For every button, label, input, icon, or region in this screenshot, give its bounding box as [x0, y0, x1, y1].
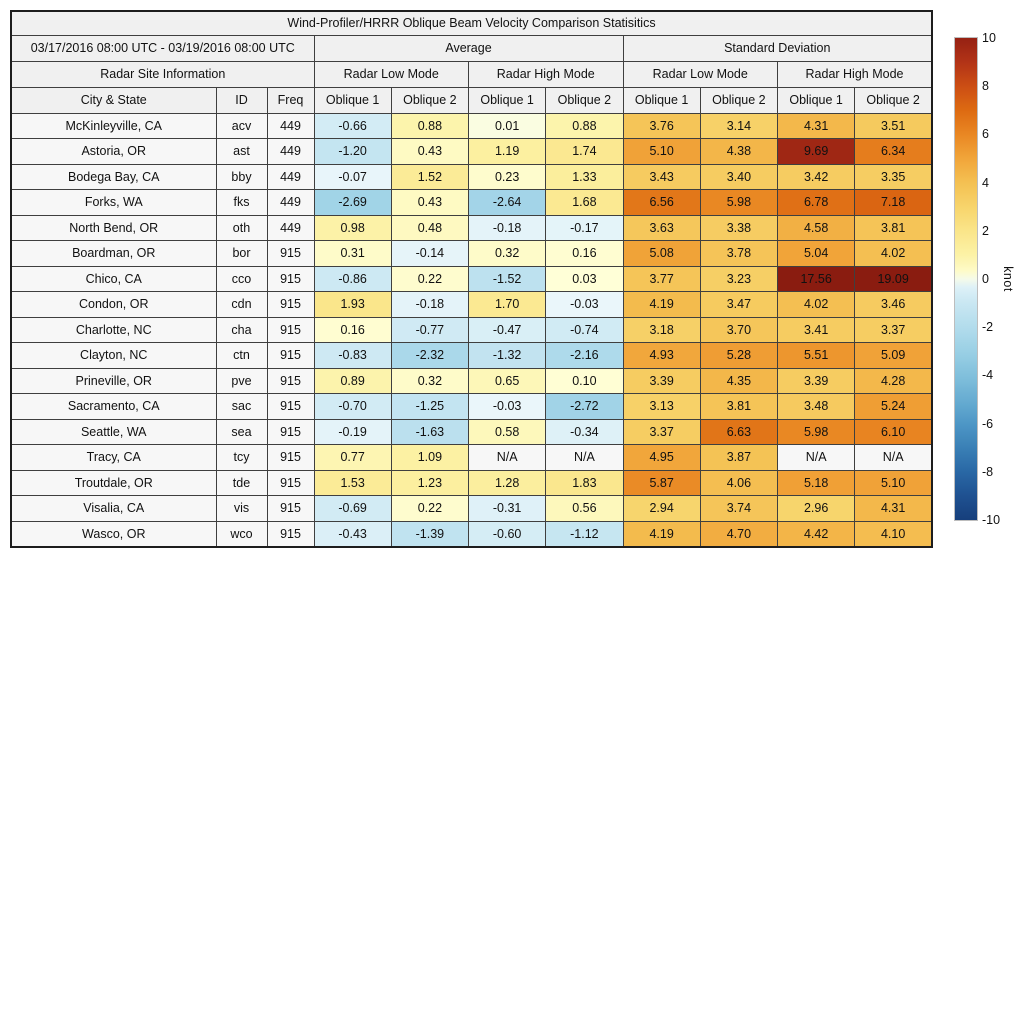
value-cell: 3.38 [700, 215, 777, 241]
value-cell: 19.09 [855, 266, 932, 292]
city-state-cell: Troutdale, OR [11, 470, 216, 496]
freq-cell: 915 [267, 394, 314, 420]
value-cell: 5.09 [855, 343, 932, 369]
value-cell: 3.81 [700, 394, 777, 420]
site-id-cell: sea [216, 419, 267, 445]
value-cell: 4.28 [855, 368, 932, 394]
value-cell: 3.48 [778, 394, 855, 420]
value-cell: -0.34 [546, 419, 623, 445]
site-id-cell: tde [216, 470, 267, 496]
value-cell: 3.43 [623, 164, 700, 190]
date-range-header: 03/17/2016 08:00 UTC - 03/19/2016 08:00 UTC [11, 35, 314, 61]
table-row [11, 266, 932, 292]
value-cell: 3.37 [623, 419, 700, 445]
value-cell: 5.98 [778, 419, 855, 445]
freq-cell: 915 [267, 343, 314, 369]
value-cell: 0.03 [546, 266, 623, 292]
value-cell: -0.86 [314, 266, 391, 292]
colorbar-tick: 8 [982, 78, 989, 93]
value-cell: 4.19 [623, 521, 700, 547]
value-cell: 5.28 [700, 343, 777, 369]
col-header-freq: Freq [267, 87, 314, 113]
value-cell: 3.42 [778, 164, 855, 190]
table-row [11, 317, 932, 343]
value-cell: 0.48 [391, 215, 468, 241]
value-cell: 3.35 [855, 164, 932, 190]
value-cell: 4.95 [623, 445, 700, 471]
value-cell: 0.32 [391, 368, 468, 394]
value-cell: 4.42 [778, 521, 855, 547]
value-cell: 0.16 [546, 241, 623, 267]
group-header-average: Average [314, 35, 623, 61]
value-cell: 0.88 [391, 113, 468, 139]
value-cell: 4.93 [623, 343, 700, 369]
col-header-oblique1: Oblique 1 [469, 87, 546, 113]
value-cell: -0.18 [391, 292, 468, 318]
value-cell: 0.16 [314, 317, 391, 343]
value-cell: -1.12 [546, 521, 623, 547]
value-cell: 1.93 [314, 292, 391, 318]
colorbar-tick: -6 [982, 416, 994, 431]
freq-cell: 449 [267, 113, 314, 139]
value-cell: -0.74 [546, 317, 623, 343]
colorbar [955, 38, 977, 520]
value-cell: 4.31 [855, 496, 932, 522]
site-id-cell: ctn [216, 343, 267, 369]
value-cell: -0.19 [314, 419, 391, 445]
value-cell: 3.76 [623, 113, 700, 139]
site-id-cell: cha [216, 317, 267, 343]
mode-header-avg-low: Radar Low Mode [314, 61, 469, 87]
value-cell: 1.09 [391, 445, 468, 471]
value-cell: -2.72 [546, 394, 623, 420]
value-cell: -0.47 [469, 317, 546, 343]
value-cell: 1.33 [546, 164, 623, 190]
value-cell: -1.25 [391, 394, 468, 420]
value-cell: 3.23 [700, 266, 777, 292]
freq-cell: 915 [267, 496, 314, 522]
value-cell: 6.63 [700, 419, 777, 445]
value-cell: 4.06 [700, 470, 777, 496]
table-row [11, 215, 932, 241]
value-cell: 2.94 [623, 496, 700, 522]
city-state-cell: Sacramento, CA [11, 394, 216, 420]
value-cell: 5.24 [855, 394, 932, 420]
freq-cell: 449 [267, 139, 314, 165]
value-cell: 0.43 [391, 190, 468, 216]
value-cell: 5.10 [623, 139, 700, 165]
freq-cell: 915 [267, 292, 314, 318]
table-row [11, 394, 932, 420]
value-cell: -0.77 [391, 317, 468, 343]
value-cell: 9.69 [778, 139, 855, 165]
value-cell: -0.43 [314, 521, 391, 547]
site-id-cell: tcy [216, 445, 267, 471]
colorbar-tick: -4 [982, 368, 994, 383]
value-cell: 0.10 [546, 368, 623, 394]
col-header-oblique1: Oblique 1 [314, 87, 391, 113]
city-state-cell: Seattle, WA [11, 419, 216, 445]
colorbar-tick: 6 [982, 127, 989, 142]
value-cell: 1.23 [391, 470, 468, 496]
table-row [11, 139, 932, 165]
value-cell: 0.89 [314, 368, 391, 394]
mode-header-avg-high: Radar High Mode [469, 61, 624, 87]
site-id-cell: pve [216, 368, 267, 394]
value-cell: 1.19 [469, 139, 546, 165]
city-state-cell: Prineville, OR [11, 368, 216, 394]
value-cell: 3.39 [778, 368, 855, 394]
col-header-oblique1: Oblique 1 [623, 87, 700, 113]
value-cell: 2.96 [778, 496, 855, 522]
table-row [11, 419, 932, 445]
site-id-cell: fks [216, 190, 267, 216]
mode-header-sd-low: Radar Low Mode [623, 61, 778, 87]
value-cell: 0.32 [469, 241, 546, 267]
value-cell: -2.69 [314, 190, 391, 216]
table-row [11, 190, 932, 216]
value-cell: 5.18 [778, 470, 855, 496]
freq-cell: 915 [267, 241, 314, 267]
city-state-cell: North Bend, OR [11, 215, 216, 241]
value-cell: 4.58 [778, 215, 855, 241]
value-cell: -1.32 [469, 343, 546, 369]
city-state-cell: McKinleyville, CA [11, 113, 216, 139]
value-cell: 6.56 [623, 190, 700, 216]
value-cell: -1.63 [391, 419, 468, 445]
value-cell: -2.32 [391, 343, 468, 369]
value-cell: 1.68 [546, 190, 623, 216]
value-cell: 4.31 [778, 113, 855, 139]
value-cell: 6.78 [778, 190, 855, 216]
table-row [11, 445, 932, 471]
value-cell: 4.10 [855, 521, 932, 547]
value-cell: 0.43 [391, 139, 468, 165]
col-header-oblique2: Oblique 2 [391, 87, 468, 113]
value-cell: 4.70 [700, 521, 777, 547]
value-cell: 0.98 [314, 215, 391, 241]
value-cell: 1.53 [314, 470, 391, 496]
city-state-cell: Chico, CA [11, 266, 216, 292]
value-cell: 1.83 [546, 470, 623, 496]
value-cell: 3.70 [700, 317, 777, 343]
value-cell: 4.35 [700, 368, 777, 394]
freq-cell: 449 [267, 164, 314, 190]
value-cell: 5.98 [700, 190, 777, 216]
site-id-cell: sac [216, 394, 267, 420]
value-cell: N/A [546, 445, 623, 471]
value-cell: -0.18 [469, 215, 546, 241]
site-id-cell: vis [216, 496, 267, 522]
value-cell: 3.63 [623, 215, 700, 241]
city-state-cell: Tracy, CA [11, 445, 216, 471]
value-cell: -2.64 [469, 190, 546, 216]
city-state-cell: Visalia, CA [11, 496, 216, 522]
value-cell: 5.04 [778, 241, 855, 267]
value-cell: -0.03 [469, 394, 546, 420]
value-cell: -0.17 [546, 215, 623, 241]
value-cell: 3.39 [623, 368, 700, 394]
colorbar-tick: 0 [982, 271, 989, 286]
colorbar-axis-label: knot [1001, 266, 1015, 292]
value-cell: -1.39 [391, 521, 468, 547]
value-cell: 0.58 [469, 419, 546, 445]
table-row [11, 292, 932, 318]
value-cell: 3.18 [623, 317, 700, 343]
freq-cell: 915 [267, 317, 314, 343]
value-cell: -0.60 [469, 521, 546, 547]
freq-cell: 449 [267, 190, 314, 216]
city-state-cell: Forks, WA [11, 190, 216, 216]
site-id-cell: bby [216, 164, 267, 190]
value-cell: -1.20 [314, 139, 391, 165]
value-cell: N/A [469, 445, 546, 471]
col-header-oblique2: Oblique 2 [546, 87, 623, 113]
value-cell: -0.69 [314, 496, 391, 522]
value-cell: 3.46 [855, 292, 932, 318]
col-header-city-state: City & State [11, 87, 216, 113]
site-id-cell: cdn [216, 292, 267, 318]
table-row [11, 113, 932, 139]
value-cell: 1.52 [391, 164, 468, 190]
table-title: Wind-Profiler/HRRR Oblique Beam Velocity Comparison Statisitics [11, 11, 932, 35]
value-cell: 3.81 [855, 215, 932, 241]
site-id-cell: ast [216, 139, 267, 165]
freq-cell: 915 [267, 419, 314, 445]
value-cell: 0.77 [314, 445, 391, 471]
value-cell: 0.22 [391, 266, 468, 292]
site-id-cell: oth [216, 215, 267, 241]
table-row [11, 496, 932, 522]
value-cell: 7.18 [855, 190, 932, 216]
value-cell: 3.14 [700, 113, 777, 139]
value-cell: 17.56 [778, 266, 855, 292]
value-cell: -0.03 [546, 292, 623, 318]
city-state-cell: Boardman, OR [11, 241, 216, 267]
value-cell: 3.77 [623, 266, 700, 292]
value-cell: -0.70 [314, 394, 391, 420]
city-state-cell: Bodega Bay, CA [11, 164, 216, 190]
group-header-standard-deviation: Standard Deviation [623, 35, 932, 61]
value-cell: 5.10 [855, 470, 932, 496]
freq-cell: 915 [267, 445, 314, 471]
value-cell: N/A [778, 445, 855, 471]
value-cell: 3.37 [855, 317, 932, 343]
city-state-cell: Astoria, OR [11, 139, 216, 165]
table-row [11, 343, 932, 369]
value-cell: 4.02 [855, 241, 932, 267]
freq-cell: 915 [267, 521, 314, 547]
site-info-header: Radar Site Information [11, 61, 314, 87]
colorbar-tick: -2 [982, 319, 994, 334]
value-cell: -2.16 [546, 343, 623, 369]
value-cell: -0.14 [391, 241, 468, 267]
value-cell: 4.38 [700, 139, 777, 165]
freq-cell: 915 [267, 470, 314, 496]
freq-cell: 915 [267, 368, 314, 394]
value-cell: 1.70 [469, 292, 546, 318]
city-state-cell: Condon, OR [11, 292, 216, 318]
value-cell: 3.51 [855, 113, 932, 139]
statistics-table [10, 10, 933, 548]
value-cell: 5.08 [623, 241, 700, 267]
table-row [11, 521, 932, 547]
col-header-id: ID [216, 87, 267, 113]
table-row [11, 368, 932, 394]
value-cell: 0.01 [469, 113, 546, 139]
site-id-cell: wco [216, 521, 267, 547]
value-cell: 6.34 [855, 139, 932, 165]
value-cell: 3.78 [700, 241, 777, 267]
mode-header-sd-high: Radar High Mode [778, 61, 933, 87]
col-header-oblique2: Oblique 2 [700, 87, 777, 113]
value-cell: 1.28 [469, 470, 546, 496]
col-header-oblique2: Oblique 2 [855, 87, 932, 113]
value-cell: 0.88 [546, 113, 623, 139]
city-state-cell: Charlotte, NC [11, 317, 216, 343]
site-id-cell: bor [216, 241, 267, 267]
table-row [11, 164, 932, 190]
colorbar-tick: 2 [982, 223, 989, 238]
value-cell: 0.31 [314, 241, 391, 267]
value-cell: 3.74 [700, 496, 777, 522]
value-cell: 3.47 [700, 292, 777, 318]
value-cell: 0.23 [469, 164, 546, 190]
value-cell: 5.51 [778, 343, 855, 369]
value-cell: 3.40 [700, 164, 777, 190]
value-cell: 0.56 [546, 496, 623, 522]
value-cell: 6.10 [855, 419, 932, 445]
table-row [11, 470, 932, 496]
table-row [11, 241, 932, 267]
value-cell: 1.74 [546, 139, 623, 165]
value-cell: N/A [855, 445, 932, 471]
value-cell: 5.87 [623, 470, 700, 496]
col-header-oblique1: Oblique 1 [778, 87, 855, 113]
site-id-cell: cco [216, 266, 267, 292]
site-id-cell: acv [216, 113, 267, 139]
value-cell: -1.52 [469, 266, 546, 292]
colorbar-tick: -10 [982, 512, 1001, 527]
city-state-cell: Clayton, NC [11, 343, 216, 369]
value-cell: -0.31 [469, 496, 546, 522]
value-cell: 3.87 [700, 445, 777, 471]
value-cell: 3.13 [623, 394, 700, 420]
colorbar-tick: 10 [982, 30, 996, 45]
value-cell: 4.19 [623, 292, 700, 318]
colorbar-tick: 4 [982, 175, 989, 190]
value-cell: 3.41 [778, 317, 855, 343]
city-state-cell: Wasco, OR [11, 521, 216, 547]
freq-cell: 915 [267, 266, 314, 292]
value-cell: 0.22 [391, 496, 468, 522]
value-cell: -0.83 [314, 343, 391, 369]
value-cell: 0.65 [469, 368, 546, 394]
value-cell: -0.66 [314, 113, 391, 139]
value-cell: -0.07 [314, 164, 391, 190]
value-cell: 4.02 [778, 292, 855, 318]
colorbar-tick: -8 [982, 464, 994, 479]
freq-cell: 449 [267, 215, 314, 241]
